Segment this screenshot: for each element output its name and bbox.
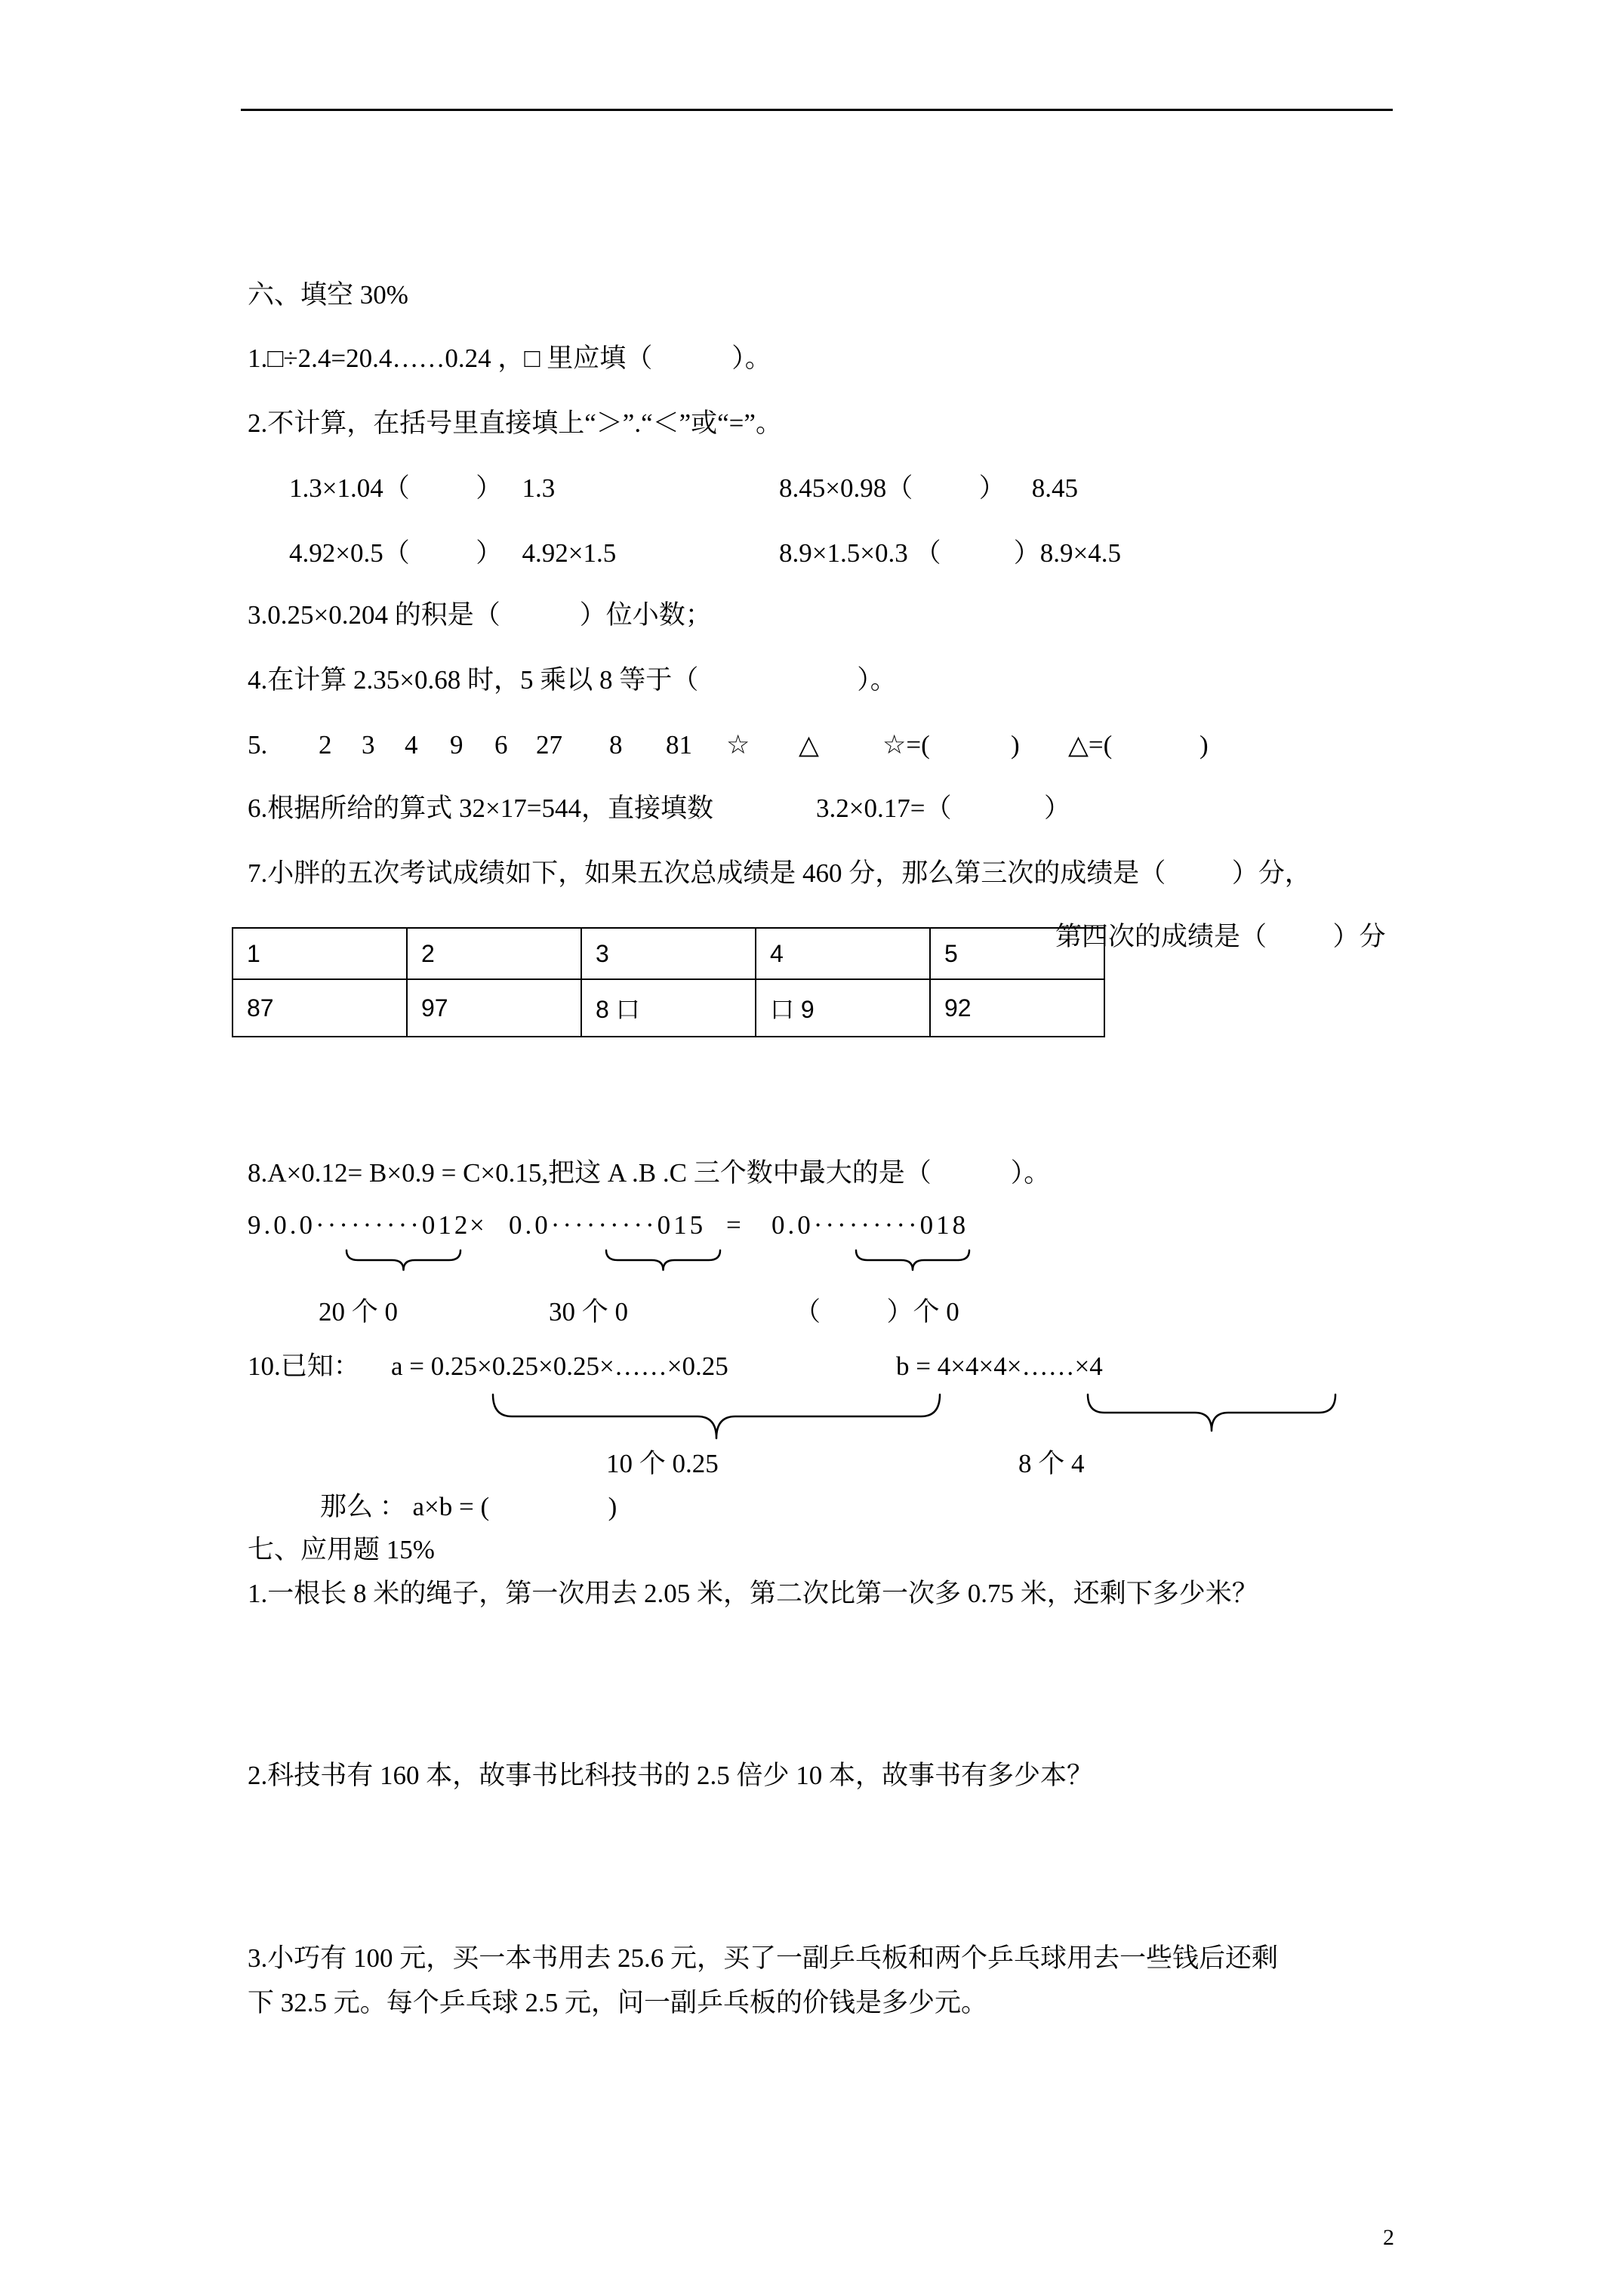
- exam-number-cell: 5: [930, 928, 1104, 979]
- underbrace: [493, 1395, 940, 1438]
- word-problem-2: 2.科技书有 160 本，故事书比科技书的 2.5 倍少 10 本，故事书有多少本？: [248, 1761, 1094, 1790]
- sequence-token: 5.: [248, 730, 268, 760]
- score-cell: 8 口: [581, 979, 756, 1037]
- underbrace: [346, 1250, 460, 1270]
- sequence-token: 27: [536, 730, 562, 760]
- triangle-answer-open: △=(: [1068, 730, 1113, 760]
- exam-number-cell: 3: [581, 928, 756, 979]
- equals-sign: =: [726, 1210, 741, 1240]
- question-8: 8.A×0.12= B×0.9 = C×0.15,把这 A .B .C 三个数中最大的是（ ）。: [248, 1158, 1051, 1188]
- sequence-token: 2: [319, 730, 332, 760]
- question-7-continuation: 第四次的成绩是（ ）分: [1055, 922, 1386, 951]
- question-6-answer: 3.2×0.17=（ ）: [816, 794, 1070, 823]
- word-problem-3-line-1: 3.小巧有 100 元，买一本书用去 25.6 元，买了一副乒乓板和两个乒乓球用去一些钱后还剩: [248, 1943, 1279, 1973]
- exam-number-cell: 1: [233, 928, 407, 979]
- brace-label: 8 个 4: [1018, 1449, 1085, 1478]
- question-10-label: 10.已知：: [248, 1351, 360, 1381]
- comparison-right: 8.45×0.98（ ） 8.45: [779, 473, 1078, 503]
- question-9-factor-2: 0.0·········015: [509, 1210, 707, 1240]
- question-1: 1.□÷2.4=20.4……0.24 ，□ 里应填（ ）。: [248, 344, 771, 373]
- underbrace: [1088, 1395, 1335, 1431]
- star-answer-open: ☆=(: [882, 730, 930, 760]
- underbrace: [606, 1250, 720, 1270]
- question-10-result: 那么 ： a×b = ( ): [320, 1492, 617, 1521]
- underbrace: [856, 1250, 969, 1270]
- score-cell: 口 9: [756, 979, 930, 1037]
- star-symbol: ☆: [726, 730, 750, 760]
- comparison-left: 1.3×1.04（ ） 1.3: [289, 473, 556, 503]
- score-cell: 87: [233, 979, 407, 1037]
- score-cell: 92: [930, 979, 1104, 1037]
- word-problem-1: 1.一根长 8 米的绳子，第一次用去 2.05 米，第二次比第一次多 0.75 米，还剩下多少米？: [248, 1579, 1258, 1608]
- question-10-a-expression: a = 0.25×0.25×0.25×……×0.25: [391, 1351, 728, 1381]
- sequence-token: 9: [450, 730, 463, 760]
- sequence-token: 8: [609, 730, 623, 760]
- section-7-heading: 七、应用题 15%: [248, 1535, 435, 1564]
- section-6-heading: 六、填空 30%: [248, 280, 408, 310]
- question-4: 4.在计算 2.35×0.68 时，5 乘以 8 等于（ ）。: [248, 665, 897, 695]
- brace-label: 20 个 0: [319, 1297, 399, 1327]
- sequence-token: 6: [494, 730, 508, 760]
- times-sign: ×: [470, 1210, 485, 1240]
- comparison-left: 4.92×0.5（ ） 4.92×1.5: [289, 538, 617, 568]
- sequence-token: 3: [362, 730, 375, 760]
- question-10-b-expression: b = 4×4×4×……×4: [896, 1351, 1103, 1381]
- sequence-token: 81: [666, 730, 692, 760]
- brace-label: 30 个 0: [549, 1297, 629, 1327]
- brace-label: 10 个 0.25: [606, 1449, 719, 1478]
- triangle-symbol: △: [799, 730, 819, 760]
- page-number: 2: [1383, 2225, 1394, 2250]
- question-9-factor-1: 9.0.0·········012: [248, 1210, 471, 1240]
- question-6: 6.根据所给的算式 32×17=544，直接填数: [248, 794, 713, 823]
- question-3: 3.0.25×0.204 的积是（ ）位小数；: [248, 600, 712, 630]
- sequence-token: 4: [405, 730, 418, 760]
- comparison-right: 8.9×1.5×0.3 （ ）8.9×4.5: [779, 538, 1121, 568]
- question-9-product: 0.0·········018: [771, 1210, 969, 1240]
- exam-number-cell: 4: [756, 928, 930, 979]
- exam-number-cell: 2: [407, 928, 581, 979]
- star-answer-close: ): [1011, 730, 1020, 760]
- score-cell: 97: [407, 979, 581, 1037]
- question-2-prompt: 2.不计算，在括号里直接填上“＞”.“＜”或“=”。: [248, 408, 782, 438]
- question-7: 7.小胖的五次考试成绩如下，如果五次总成绩是 460 分，那么第三次的成绩是（ ）分，: [248, 858, 1311, 888]
- word-problem-3-line-2: 下 32.5 元。每个乒乓球 2.5 元，问一副乒乓板的价钱是多少元。: [248, 1988, 988, 2017]
- brace-label: （ ）个 0: [794, 1297, 959, 1327]
- triangle-answer-close: ): [1200, 730, 1209, 760]
